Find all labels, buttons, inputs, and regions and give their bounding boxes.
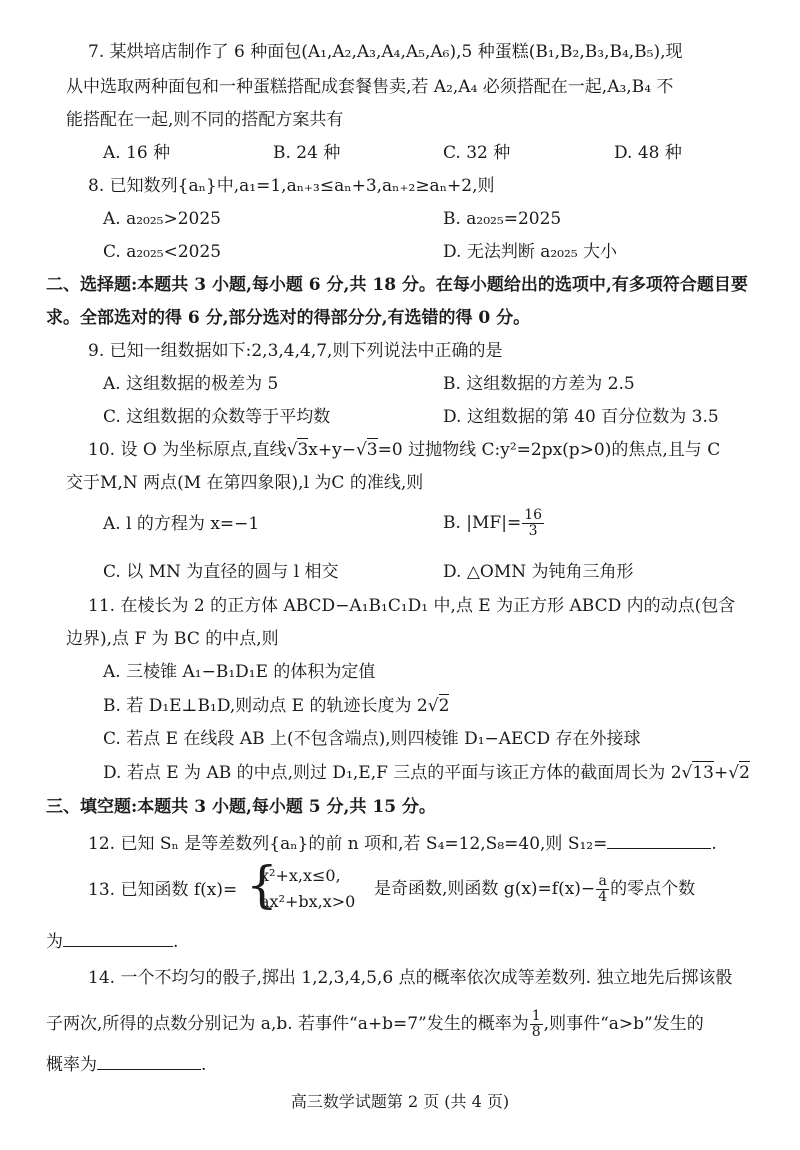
q8-option-a: A. a₂₀₂₅>2025 [103,209,221,229]
q8-stem: 8. 已知数列{aₙ}中,a₁=1,aₙ₊₃≤aₙ+3,aₙ₊₂≥aₙ+2,则 [88,176,495,196]
left-brace-icon: { [246,856,278,914]
q8-option-c: C. a₂₀₂₅<2025 [103,242,222,262]
q13-line2-end: . [173,932,179,952]
q13-line2-prefix: 为 [46,932,63,952]
q13-tail [374,871,695,907]
sqrt-radical-icon: √ [286,440,298,460]
q11-option-a: A. 三棱锥 A₁−B₁D₁E 的体积为定值 [103,662,376,682]
fraction-denominator: 4 [598,889,608,905]
section3-header: 三、填空题:本题共 3 小题,每小题 5 分,共 15 分。 [46,797,436,817]
fraction-denominator: 8 [531,1024,541,1040]
q10-line1-part-b: x+y− [308,440,356,460]
q13-post: 的零点个数 [610,879,696,899]
q10-option-b-prefix: B. |MF|= [443,513,522,533]
q10-line1-part-a: 10. 设 O 为坐标原点,直线 [88,440,287,460]
q10-sqrt3-second: 3 [366,440,378,460]
fraction-numerator: 16 [524,507,543,523]
q11-option-b [103,694,449,718]
sqrt-radical-icon: √ [681,763,693,783]
q13-line2 [46,930,178,954]
q10-line2: 交于M,N 两点(M 在第四象限),l 为C 的准线,则 [66,473,424,493]
q11-option-d-text: D. 若点 E 为 AB 的中点,则过 D₁,E,F 三点的平面与该正方体的截面周长为 2 [103,763,682,783]
q7-line1: 7. 某烘培店制作了 6 种面包(A₁,A₂,A₃,A₄,A₅,A₆),5 种蛋糕(B₁,B₂,B₃,B₄,B₅),现 [88,42,683,62]
q13-case1: x²+x,x≤0, [260,866,341,885]
sqrt-radical-icon: √ [355,440,367,460]
q14-line3-prefix: 概率为 [46,1055,97,1075]
q11-option-b-radicand: 2 [438,696,450,716]
q9-option-a: A. 这组数据的极差为 5 [103,374,279,394]
q14-fraction [530,1009,543,1040]
q9-stem: 9. 已知一组数据如下:2,3,4,4,7,则下列说法中正确的是 [88,341,503,361]
q11-option-b-text: B. 若 D₁E⊥B₁D,则动点 E 的轨迹长度为 2 [103,696,428,716]
q12-end: . [711,834,717,854]
q7-line3: 能搭配在一起,则不同的搭配方案共有 [66,110,344,130]
q7-option-d: D. 48 种 [614,143,682,163]
q11-option-d-plus: + [714,763,729,783]
fraction-numerator: a [596,874,609,890]
q7-line2: 从中选取两种面包和一种蛋糕搭配成套餐售卖,若 A₂,A₄ 必须搭配在一起,A₃,B₄ 不 [66,77,674,97]
sqrt-radical-icon: √ [427,696,439,716]
q13-mid: 是奇函数,则函数 g(x)=f(x)− [374,879,596,899]
q10-option-b [443,505,545,541]
q7-option-a: A. 16 种 [103,143,171,163]
q10-line1 [88,438,720,462]
q11-line2: 边界),点 F 为 BC 的中点,则 [66,629,279,649]
q13-prefix: 13. 已知函数 f(x)= [88,880,238,900]
q10-line1-part-c: =0 过抛物线 C:y²=2px(p>0)的焦点,且与 C [377,440,721,460]
q14-line3-end: . [201,1055,207,1075]
q14-line1: 14. 一个不均匀的骰子,掷出 1,2,3,4,5,6 点的概率依次成等差数列. 独立地先后掷该骰 [88,968,733,988]
q8-option-b: B. a₂₀₂₅=2025 [443,209,562,229]
q12-line [88,832,717,856]
page-footer: 高三数学试题第 2 页 (共 4 页) [290,1092,510,1111]
q13-piecewise [246,856,376,918]
q10-option-d: D. △OMN 为钝角三角形 [443,562,634,582]
q14-line3 [46,1053,206,1077]
q10-sqrt3: 3 [297,440,309,460]
q12-answer-blank[interactable] [607,832,711,849]
sqrt-radical-icon: √ [728,763,740,783]
q14-line2-suffix: ,则事件“a>b”发生的 [543,1014,704,1034]
q11-line1: 11. 在棱长为 2 的正方体 ABCD−A₁B₁C₁D₁ 中,点 E 为正方形 ABCD 内的动点(包含 [88,596,736,616]
fraction-denominator: 3 [528,523,538,539]
q11-option-d-radicand1: 13 [692,763,714,783]
q11-option-d [103,761,750,785]
section2-header-line1: 二、选择题:本题共 3 小题,每小题 6 分,共 18 分。在每小题给出的选项中,有多项符合题目要 [46,275,748,295]
q14-line2-prefix: 子两次,所得的点数分别记为 a,b. 若事件“a+b=7”发生的概率为 [46,1014,529,1034]
q13-case2: ax²+bx,x>0 [260,892,356,911]
q13-answer-blank[interactable] [63,930,173,947]
q10-option-c: C. 以 MN 为直径的圆与 l 相交 [103,562,339,582]
q7-option-c: C. 32 种 [443,143,511,163]
q12-stem: 12. 已知 Sₙ 是等差数列{aₙ}的前 n 项和,若 S₄=12,S₈=40,则 S₁₂= [88,834,608,854]
q10-option-a: A. l 的方程为 x=−1 [103,514,260,534]
q10-option-b-fraction [522,508,544,539]
q8-option-d: D. 无法判断 a₂₀₂₅ 大小 [443,242,618,262]
q14-line2 [46,1006,704,1042]
q13-fraction [596,874,609,905]
q11-option-d-radicand2: 2 [739,763,750,783]
q14-answer-blank[interactable] [97,1053,201,1070]
q9-option-b: B. 这组数据的方差为 2.5 [443,374,635,394]
fraction-numerator: 1 [531,1008,541,1024]
q7-option-b: B. 24 种 [273,143,341,163]
q9-option-d: D. 这组数据的第 40 百分位数为 3.5 [443,407,719,427]
section2-header-line2: 求。全部选对的得 6 分,部分选对的得部分分,有选错的得 0 分。 [46,308,531,328]
q9-option-c: C. 这组数据的众数等于平均数 [103,407,331,427]
q11-option-c: C. 若点 E 在线段 AB 上(不包含端点),则四棱锥 D₁−AECD 存在外接球 [103,729,641,749]
